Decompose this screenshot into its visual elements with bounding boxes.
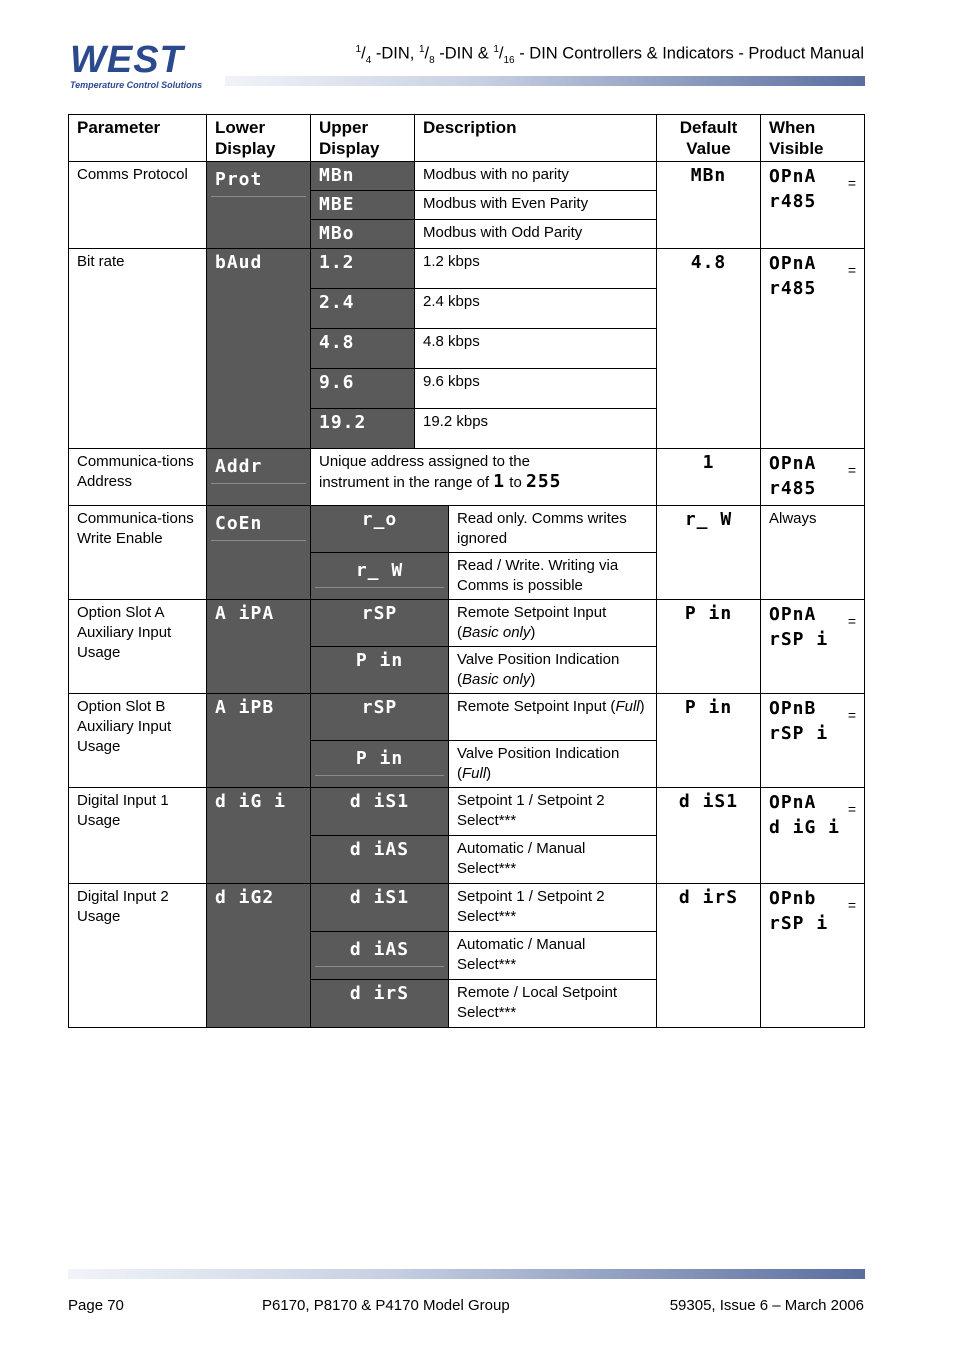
lower-display: A iPA bbox=[207, 600, 311, 694]
option-description: Automatic / Manual Select*** bbox=[449, 932, 657, 980]
upper-display: r_o bbox=[311, 506, 449, 553]
option-description: Valve Position Indication (Basic only) bbox=[449, 647, 657, 694]
upper-display: d iS1 bbox=[311, 788, 449, 836]
logo-word: WEST bbox=[70, 39, 184, 81]
upper-display: d iS1 bbox=[311, 884, 449, 932]
upper-display: 19.2 bbox=[311, 409, 415, 449]
option-description: Remote Setpoint Input (Full) bbox=[449, 694, 657, 741]
header-description: Description bbox=[415, 115, 657, 162]
table-row bbox=[69, 694, 865, 741]
upper-display: rSP bbox=[311, 600, 449, 647]
param-name: Digital Input 1 Usage bbox=[69, 788, 207, 884]
upper-display: 9.6 bbox=[311, 369, 415, 409]
default-value: 1 bbox=[657, 449, 761, 506]
model-group: P6170, P8170 & P4170 Model Group bbox=[262, 1297, 510, 1314]
when-visible: = OPnA r485 bbox=[761, 162, 865, 249]
param-name: Communica-tions Address bbox=[69, 449, 207, 506]
lower-display: d iG i bbox=[207, 788, 311, 884]
upper-display: d irS bbox=[311, 980, 449, 1028]
default-value: P in bbox=[657, 694, 761, 788]
param-name: Option Slot B Auxiliary Input Usage bbox=[69, 694, 207, 788]
option-description: Modbus with Odd Parity bbox=[415, 220, 657, 249]
lower-display: bAud bbox=[207, 249, 311, 449]
option-description: 2.4 kbps bbox=[415, 289, 657, 329]
header-rule bbox=[225, 76, 865, 86]
when-visible: = OPnA r485 bbox=[761, 449, 865, 506]
page-number: Page 70 bbox=[68, 1297, 124, 1314]
footer-rule bbox=[68, 1269, 865, 1279]
lower-display: Addr bbox=[207, 449, 311, 506]
upper-display: 4.8 bbox=[311, 329, 415, 369]
when-visible: Always bbox=[761, 506, 865, 600]
lower-display bbox=[207, 162, 311, 249]
when-visible: = OPnA r485 bbox=[761, 249, 865, 449]
lower-code: Prot bbox=[215, 169, 263, 190]
upper-display: r_ W bbox=[311, 553, 449, 600]
table-row bbox=[69, 506, 865, 553]
when-visible: = OPnB rSP i bbox=[761, 694, 865, 788]
table-row bbox=[69, 249, 865, 289]
logo-tagline: Temperature Control Solutions bbox=[70, 80, 203, 90]
option-description: Setpoint 1 / Setpoint 2 Select*** bbox=[449, 788, 657, 836]
west-logo bbox=[70, 39, 225, 90]
when-visible: = OPnA rSP i bbox=[761, 600, 865, 694]
option-description: Remote / Local Setpoint Select*** bbox=[449, 980, 657, 1028]
option-description: 1.2 kbps bbox=[415, 249, 657, 289]
option-description: Setpoint 1 / Setpoint 2 Select*** bbox=[449, 884, 657, 932]
upper-display: P in bbox=[311, 741, 449, 788]
default-value: 4.8 bbox=[657, 249, 761, 449]
header-parameter: Parameter bbox=[69, 115, 207, 162]
lower-display: A iPB bbox=[207, 694, 311, 788]
option-description: 4.8 kbps bbox=[415, 329, 657, 369]
table-row bbox=[69, 788, 865, 836]
header-default-value: Default Value bbox=[657, 115, 761, 162]
header-upper-display: Upper Display bbox=[311, 115, 415, 162]
default-value: P in bbox=[657, 600, 761, 694]
option-description: Modbus with no parity bbox=[415, 162, 657, 191]
when-visible: = OPnb rSP i bbox=[761, 884, 865, 1028]
table-row bbox=[69, 884, 865, 932]
param-name: Option Slot A Auxiliary Input Usage bbox=[69, 600, 207, 694]
upper-display: MBE bbox=[311, 191, 415, 220]
option-description: Read / Write. Writing via Comms is possible bbox=[449, 553, 657, 600]
default-value: MBn bbox=[657, 162, 761, 249]
option-description: Read only. Comms writes ignored bbox=[449, 506, 657, 553]
option-description: Modbus with Even Parity bbox=[415, 191, 657, 220]
parameter-table bbox=[68, 114, 865, 1028]
when-visible: = OPnA d iG i bbox=[761, 788, 865, 884]
default-value: d iS1 bbox=[657, 788, 761, 884]
table-row bbox=[69, 600, 865, 647]
table-row bbox=[69, 449, 865, 506]
upper-display: d iAS bbox=[311, 932, 449, 980]
option-description: Automatic / Manual Select*** bbox=[449, 836, 657, 884]
table-header-row bbox=[69, 115, 865, 162]
option-description: 19.2 kbps bbox=[415, 409, 657, 449]
option-description: Valve Position Indication (Full) bbox=[449, 741, 657, 788]
default-value: d irS bbox=[657, 884, 761, 1028]
table-row bbox=[69, 162, 865, 191]
param-name: Communica-tions Write Enable bbox=[69, 506, 207, 600]
upper-display: MBn bbox=[311, 162, 415, 191]
param-name: Bit rate bbox=[69, 249, 207, 449]
header-lower-display: Lower Display bbox=[207, 115, 311, 162]
default-value: r_ W bbox=[657, 506, 761, 600]
header-when-visible: When Visible bbox=[761, 115, 865, 162]
upper-display: P in bbox=[311, 647, 449, 694]
upper-display: MBo bbox=[311, 220, 415, 249]
lower-display: CoEn bbox=[207, 506, 311, 600]
option-description: Unique address assigned to the instrument in the range of 1 to 255 bbox=[311, 449, 657, 506]
upper-display: 1.2 bbox=[311, 249, 415, 289]
param-name: Digital Input 2 Usage bbox=[69, 884, 207, 1028]
option-description: Remote Setpoint Input (Basic only) bbox=[449, 600, 657, 647]
upper-display: d iAS bbox=[311, 836, 449, 884]
lower-display: d iG2 bbox=[207, 884, 311, 1028]
issue-date: 59305, Issue 6 – March 2006 bbox=[669, 1297, 864, 1314]
page-title: $^1/_4$ -DIN, $^1/_8$ -DIN & $^1/_{16}$ - DIN Controllers & Indicators - Product Manual bbox=[355, 44, 864, 66]
option-description: 9.6 kbps bbox=[415, 369, 657, 409]
upper-display: 2.4 bbox=[311, 289, 415, 329]
upper-display: rSP bbox=[311, 694, 449, 741]
param-name: Comms Protocol bbox=[69, 162, 207, 249]
